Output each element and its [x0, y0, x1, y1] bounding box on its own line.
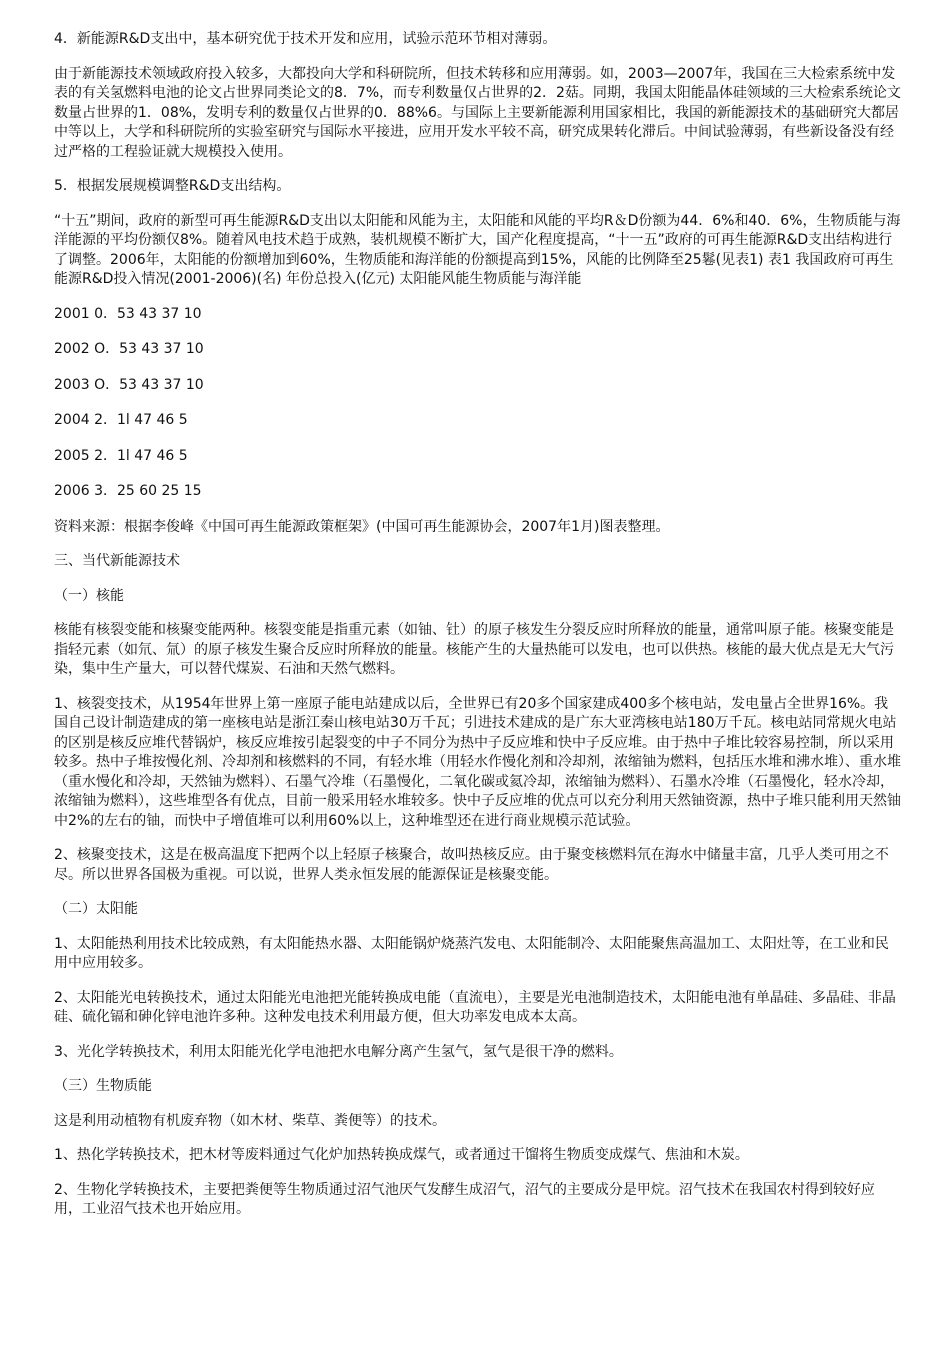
paragraph-nuclear-fusion: 2、核聚变技术，这是在极高温度下把两个以上轻原子核聚合，故叫热核反应。由于聚变核燃料氘在海水中储量丰富，几乎人类可用之不尽。所以世界各国极为重视。可以说，世界人类永恒发展的能源保证是核聚变能。 [54, 847, 889, 883]
paragraph-rd-structure: 5．根据发展规模调整R&D支出结构。 [54, 178, 291, 194]
paragraph-rd-basic-research: 4．新能源R&D支出中，基本研究优于技术开发和应用，试验示范环节相对薄弱。 [54, 31, 557, 47]
paragraph-tech-transfer: 由于新能源技术领域政府投入较多，大都投向大学和科研院所，但技术转移和应用薄弱。如，2003—2007年，我国在三大检索系统中发表的有关氢燃料电池的论文占世界同类论文的8．7%，而专利数量仅占世界的2．2菇。同期，我国太阳能晶体硅领域的三大检索系统论文数量占世界的1．08%，发明专利的数量仅占世界的0．88%6。与国际上主要新能源利用国家相比，我国的新能源技术的基础研究大都居中等以上，大学和科研院所的实验室研究与国际水平接进，应用开发水平较不高，研究成果转化滞后。中间试验薄弱，有些新设备没有经过严格的工程验证就大规模投入使用。 [54, 65, 901, 160]
heading-nuclear: （一）核能 [54, 587, 124, 604]
paragraph-solar-thermal: 1、太阳能热利用技术比较成熟，有太阳能热水器、太阳能锅炉烧蒸汽发电、太阳能制冷、太阳能聚焦高温加工、太阳灶等，在工业和民用中应用较多。 [54, 935, 889, 971]
paragraph-solar-photochemical: 3、光化学转换技术，利用太阳能光化学电池把水电解分离产生氢气，氢气是很干净的燃料。 [54, 1043, 623, 1060]
table-row: 2004 2．1l 47 46 5 [54, 412, 188, 428]
paragraph-nuclear-intro: 核能有核裂变能和核聚变能两种。核裂变能是指重元素（如铀、钍）的原子核发生分裂反应时所释放的能量，通常叫原子能。核聚变能是指轻元素（如氘、氚）的原子核发生聚合反应时所释放的能量。核能产生的大量热能可以发电，也可以供热。核能的最大优点是无大气污染，集中生产量大，可以替代煤炭、石油和天然气燃料。 [54, 622, 894, 677]
table-row: 2006 3．25 60 25 15 [54, 483, 202, 499]
paragraph-nuclear-fission: 1、核裂变技术，从1954年世界上第一座原子能电站建成以后，全世界已有20多个国家建成400多个核电站，发电量占全世界16%。我国自己设计制造建成的第一座核电站是浙江秦山核电站30万千瓦；引进技术建成的是广东大亚湾核电站180万千瓦。核电站同常规火电站的区别是核反应堆代替锅炉，核反应堆按引起裂变的中子不同分为热中子反应堆和快中子反应堆。由于热中子堆比较容易控制，所以采用较多。热中子堆按慢化剂、冷却剂和核燃料的不同，有轻水堆（用轻水作慢化剂和冷却剂，浓缩铀为燃料，包括压水堆和沸水堆）、重水堆（重水慢化和冷却，天然铀为燃料）、石墨气冷堆（石墨慢化，二氧化碳或氦冷却，浓缩铀为燃料）、石墨水冷堆（石墨慢化，轻水冷却，浓缩铀为燃料），这些堆型各有优点，目前一般采用轻水堆较多。快中子反应堆的优点可以充分利用天然铀资源，热中子堆只能利用天然铀中2%的左右的铀，而快中子增值堆可以利用60%以上，这种堆型还在进行商业规模示范试验。 [54, 695, 901, 829]
table-1-rows [54, 305, 902, 502]
table-row: 2001 0．53 43 37 10 [54, 305, 202, 322]
paragraph-biomass-biochemical: 2、生物化学转换技术，主要把粪便等生物质通过沼气池厌气发酵生成沼气，沼气的主要成分是甲烷。沼气技术在我国农村得到较好应用，工业沼气技术也开始应用。 [54, 1181, 875, 1217]
paragraph-solar-photovoltaic: 2、太阳能光电转换技术，通过太阳能光电池把光能转换成电能（直流电），主要是光电池制造技术，太阳能电池有单晶硅、多晶硅、非晶硅、硫化镉和砷化锌电池许多种。这种发电技术利用最方便，但大功率发电成本太高。 [54, 989, 896, 1025]
table-row: 2005 2．1l 47 46 5 [54, 447, 188, 464]
table-row: 2003 O．53 43 37 10 [54, 376, 204, 393]
paragraph-biomass-thermochemical: 1、热化学转换技术，把木材等废料通过气化炉加热转换成煤气，或者通过干馏将生物质变成煤气、焦油和木炭。 [54, 1147, 749, 1163]
paragraph-tenth-five-year: “十五”期间，政府的新型可再生能源R&D支出以太阳能和风能为主，太阳能和风能的平均R＆D份额为44．6%和40．6%，生物质能与海洋能源的平均份额仅8%。随着风电技术趋于成熟，装机规模不断扩大，国产化程度提高，“十一五”政府的可再生能源R&D支出结构进行了调整。2006年，太阳能的份额增加到60%，生物质能和海洋能的份额提高到15%，风能的比例降至25鬈(见表1) 表1 我国政府可再生能源R&D投入情况(2001-2006)(名) 年份总投入(亿元) 太阳能风能生物质能与海洋能 [54, 212, 901, 287]
table-row: 2002 O．53 43 37 10 [54, 341, 204, 357]
paragraph-biomass-intro: 这是利用动植物有机废弃物（如木材、柴草、粪便等）的技术。 [54, 1112, 446, 1129]
section-title: 三、当代新能源技术 [54, 553, 180, 569]
heading-solar: （二）太阳能 [54, 901, 138, 917]
heading-biomass: （三）生物质能 [54, 1078, 152, 1094]
source-note: 资料来源：根据李俊峰《中国可再生能源政策框架》(中国可再生能源协会，2007年1月)图表整理。 [54, 518, 670, 535]
